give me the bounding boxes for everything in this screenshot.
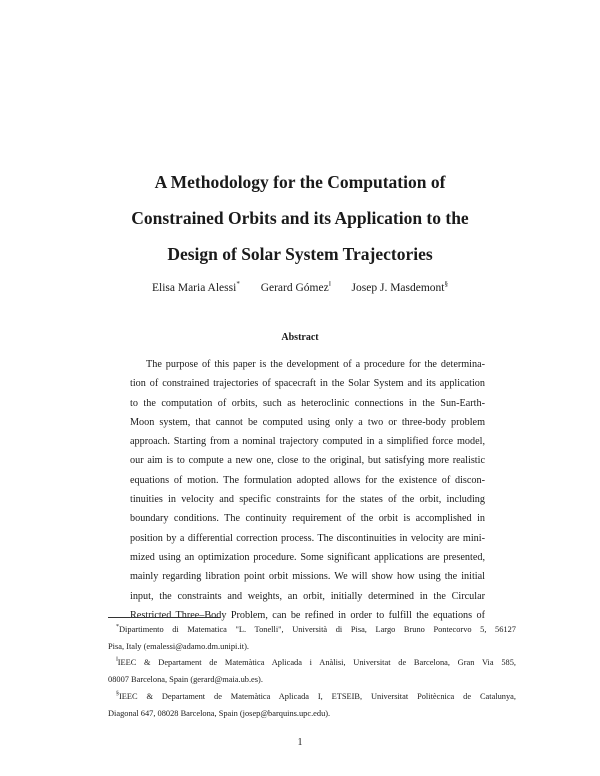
author-mark: §: [444, 280, 449, 289]
abstract-line: equations of motion. The formulation adopted allows for the existence of discon-: [130, 474, 485, 486]
footnote-mark: ‖: [116, 657, 118, 664]
author-mark: ‖: [328, 280, 331, 289]
footnote-line: Pisa, Italy (emalessi@adamo.dm.unipi.it).: [108, 641, 249, 651]
title-line: Design of Solar System Trajectories: [167, 244, 433, 264]
footnote-mark: *: [116, 624, 119, 631]
footnote-line: ‖IEEC & Departament de Matemàtica Aplicada i Anàlisi, Universitat de Barcelona, Gran Via 585,: [116, 657, 516, 668]
paper-title: [60, 164, 540, 272]
title-line: Constrained Orbits and its Application to the: [131, 208, 469, 228]
abstract-line: tinuities in velocity and specific constraints for the states of the orbit, including: [130, 494, 485, 506]
title-line: A Methodology for the Computation of: [154, 172, 446, 192]
abstract-line: input, the constraints and weights, an orbit, initially determined in the Circular: [130, 590, 485, 602]
abstract-line: mainly regarding libration point orbit missions. We will show how using the initial: [130, 571, 485, 583]
author-name: Josep J. Masdemont: [351, 282, 445, 294]
abstract-line: to the computation of orbits, such as heteroclinic connections in the Sun-Earth-: [130, 397, 485, 409]
page-number: 1: [297, 737, 303, 748]
abstract-line: position by a differential correction process. The discontinuities in velocity are mini-: [130, 532, 485, 544]
author-name: Gerard Gómez: [260, 282, 329, 294]
abstract-line: Moon system, that cannot be computed using only a two or three-body problem: [130, 416, 485, 428]
abstract-body: [130, 355, 485, 625]
abstract-line: Restricted Three–Body Problem, can be refined in order to fulfill the equations of: [130, 609, 485, 621]
author-list: [60, 282, 540, 294]
abstract-line: boundary conditions. The continuity requirement of the orbit is accomplished in: [130, 513, 485, 525]
footnote-rule: [108, 617, 220, 618]
abstract-line: our aim is to compute a new one, close to the original, but satisfying more realistic: [130, 455, 485, 467]
abstract-line: mized using an optimization procedure. Some significant applications are presented,: [130, 551, 485, 563]
abstract-line: approach. Starting from a nominal trajectory computed in a simplified force model,: [130, 436, 485, 448]
footnotes: [108, 622, 516, 722]
author-name: Elisa Maria Alessi: [151, 282, 237, 294]
author: [352, 282, 448, 294]
footnote-line: Diagonal 647, 08028 Barcelona, Spain (josep@barquins.upc.edu).: [108, 708, 331, 718]
footnote-line: §IEEC & Departament de Matemàtica Aplicada I, ETSEIB, Universitat Politècnica de Catalunya,: [116, 691, 516, 701]
footnote-mark: §: [116, 691, 119, 698]
author: [152, 282, 240, 294]
author: [261, 282, 331, 294]
footnote-line: 08007 Barcelona, Spain (gerard@maia.ub.es).: [108, 675, 263, 685]
footnote-line: *Dipartimento di Matematica "L. Tonelli", Università di Pisa, Largo Bruno Pontecorvo 5, 56127: [116, 624, 516, 634]
abstract-line: tion of constrained trajectories of spacecraft in the Solar System and its application: [130, 378, 485, 390]
abstract-line: The purpose of this paper is the development of a procedure for the determina-: [146, 359, 485, 370]
author-mark: *: [236, 280, 240, 289]
abstract-heading: Abstract: [281, 332, 319, 343]
